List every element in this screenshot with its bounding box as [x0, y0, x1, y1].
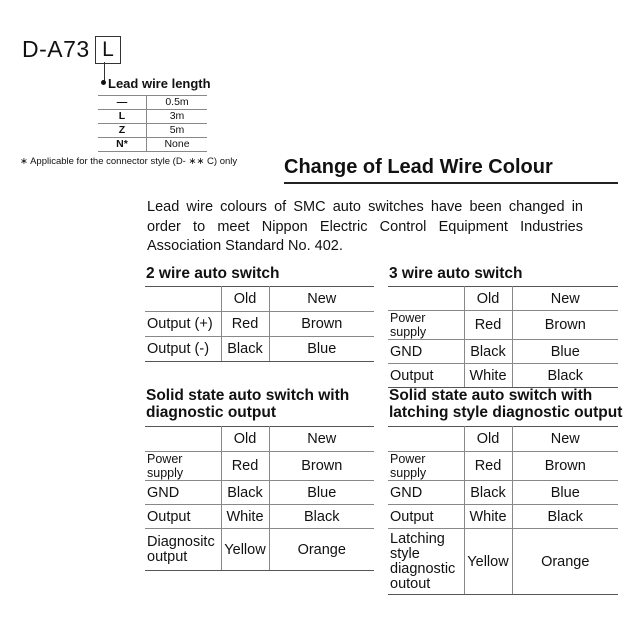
wire-function: GND	[388, 340, 464, 364]
two-wire-table	[145, 286, 374, 362]
header-cell	[388, 427, 464, 452]
table-row	[145, 505, 374, 529]
new-colour: Orange	[512, 529, 618, 595]
title-rule	[284, 182, 618, 184]
new-colour: Brown	[269, 452, 374, 481]
wire-function: Output	[388, 505, 464, 529]
solid-state-table	[145, 426, 374, 571]
old-colour: Yellow	[464, 529, 512, 595]
table-header-row	[388, 427, 618, 452]
table-row	[388, 505, 618, 529]
old-colour: Yellow	[221, 529, 269, 571]
new-colour: Brown	[512, 452, 618, 481]
lead-wire-length-label: Lead wire length	[108, 76, 211, 91]
leader-dot	[101, 80, 106, 85]
old-colour: Black	[464, 340, 512, 364]
wire-function: Output (+)	[145, 312, 221, 337]
wire-function: Power supply	[388, 311, 464, 340]
table-row	[98, 96, 207, 110]
part-suffix-box: L	[95, 36, 121, 64]
length-key: L	[98, 110, 147, 124]
table-row	[388, 340, 618, 364]
new-colour: Blue	[512, 340, 618, 364]
new-colour: Blue	[269, 481, 374, 505]
table-row	[98, 138, 207, 152]
new-colour: Blue	[512, 481, 618, 505]
wire-function: GND	[388, 481, 464, 505]
three-wire-table	[388, 286, 618, 388]
header-cell: New	[269, 287, 374, 312]
table-header-row	[388, 287, 618, 311]
wire-function: Power supply	[388, 452, 464, 481]
header-cell	[145, 287, 221, 312]
wire-function: Diagnositc output	[145, 529, 221, 571]
new-colour: Brown	[269, 312, 374, 337]
table-row	[98, 110, 207, 124]
old-colour: Black	[464, 481, 512, 505]
two-wire-title: 2 wire auto switch	[146, 265, 280, 282]
header-cell: New	[269, 427, 374, 452]
length-value: 3m	[147, 110, 208, 124]
connector-note: ∗ Applicable for the connector style (D- ∗∗ C) only	[20, 156, 238, 167]
table-row	[145, 481, 374, 505]
table-row	[145, 312, 374, 337]
table-row	[388, 364, 618, 388]
new-colour: Black	[512, 364, 618, 388]
old-colour: Red	[221, 452, 269, 481]
length-key: —	[98, 96, 147, 110]
new-colour: Black	[512, 505, 618, 529]
table-row	[98, 124, 207, 138]
table-row	[388, 311, 618, 340]
old-colour: White	[221, 505, 269, 529]
latching-table	[388, 426, 618, 595]
old-colour: Black	[221, 337, 269, 362]
latching-title: Solid state auto switch with latching style diagnostic output	[389, 387, 623, 421]
table-row	[145, 337, 374, 362]
old-colour: White	[464, 364, 512, 388]
length-value: 5m	[147, 124, 208, 138]
old-colour: Red	[464, 452, 512, 481]
length-key: Z	[98, 124, 147, 138]
wire-function: GND	[145, 481, 221, 505]
table-row	[388, 452, 618, 481]
table-header-row	[145, 287, 374, 312]
three-wire-title: 3 wire auto switch	[389, 265, 523, 282]
new-colour: Blue	[269, 337, 374, 362]
old-colour: White	[464, 505, 512, 529]
header-cell: Old	[464, 427, 512, 452]
length-key: N*	[98, 138, 147, 152]
wire-function: Output	[388, 364, 464, 388]
intro-paragraph: Lead wire colours of SMC auto switches have been changed in order to meet Nippon Electric Control Equipment Industries Association Standard No. 402.	[147, 199, 583, 254]
old-colour: Red	[221, 312, 269, 337]
new-colour: Orange	[269, 529, 374, 571]
wire-function: Latching style diagnostic outout	[388, 529, 464, 595]
header-cell: Old	[464, 287, 512, 311]
header-cell: New	[512, 287, 618, 311]
wire-function: Output (-)	[145, 337, 221, 362]
old-colour: Red	[464, 311, 512, 340]
wire-function: Output	[145, 505, 221, 529]
table-row	[388, 529, 618, 595]
table-row	[145, 452, 374, 481]
table-row	[145, 529, 374, 571]
part-number: D-A73	[22, 36, 90, 62]
wire-function: Power supply	[145, 452, 221, 481]
header-cell: Old	[221, 287, 269, 312]
section-title: Change of Lead Wire Colour	[284, 156, 553, 178]
table-header-row	[145, 427, 374, 452]
length-value: None	[147, 138, 208, 152]
header-cell: New	[512, 427, 618, 452]
lead-length-table	[98, 95, 207, 152]
length-value: 0.5m	[147, 96, 208, 110]
old-colour: Black	[221, 481, 269, 505]
new-colour: Brown	[512, 311, 618, 340]
solid-state-title: Solid state auto switch with diagnostic output	[146, 387, 350, 421]
header-cell	[145, 427, 221, 452]
header-cell	[388, 287, 464, 311]
header-cell: Old	[221, 427, 269, 452]
table-row	[388, 481, 618, 505]
new-colour: Black	[269, 505, 374, 529]
